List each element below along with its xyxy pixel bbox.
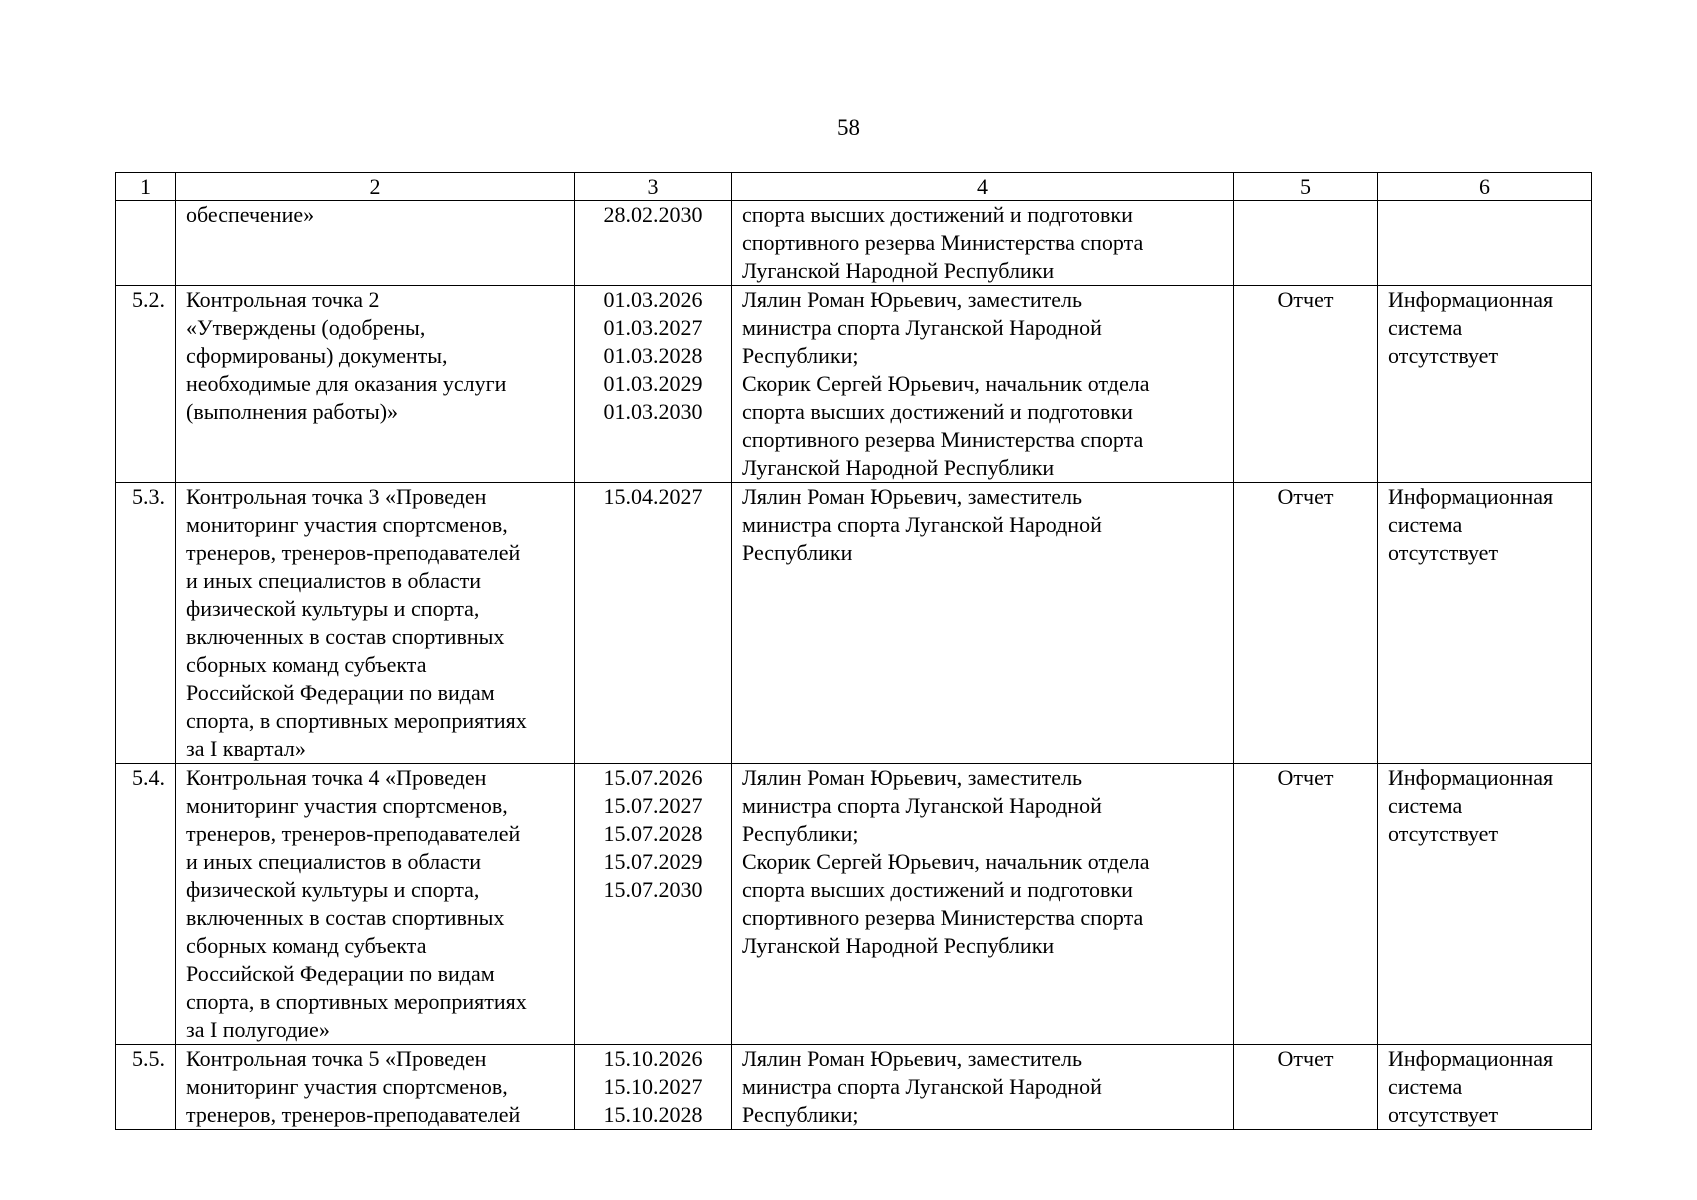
event-name: Контрольная точка 2 «Утверждены (одобрены, сформированы) документы, необходимые для оказания услуги (выполнения работы)» <box>176 286 575 483</box>
header-col-5: 5 <box>1234 173 1378 201</box>
report-type: Отчет <box>1234 764 1378 1045</box>
responsible-persons: Лялин Роман Юрьевич, заместитель министра спорта Луганской Народной Республики; <box>732 1045 1234 1130</box>
table-row <box>116 201 1592 286</box>
event-name: Контрольная точка 4 «Проведен мониторинг участия спортсменов, тренеров, тренеров-преподавателей и иных специалистов в области физической культуры и спорта, включенных в состав спортивных сборных команд субъекта Российской Федерации по видам спорта, в спортивных мероприятиях за I полугодие» <box>176 764 575 1045</box>
information-system: Информационная система отсутствует <box>1378 1045 1592 1130</box>
responsible-persons: спорта высших достижений и подготовки спортивного резерва Министерства спорта Луганской Народной Республики <box>732 201 1234 286</box>
page-number: 58 <box>837 115 860 140</box>
deadline-dates: 15.07.2026 15.07.2027 15.07.2028 15.07.2029 15.07.2030 <box>575 764 732 1045</box>
header-col-3: 3 <box>575 173 732 201</box>
report-type: Отчет <box>1234 483 1378 764</box>
row-number <box>116 201 176 286</box>
information-system <box>1378 201 1592 286</box>
row-number: 5.4. <box>116 764 176 1045</box>
report-type: Отчет <box>1234 1045 1378 1130</box>
header-row <box>116 173 1592 201</box>
header-col-6: 6 <box>1378 173 1592 201</box>
header-col-1: 1 <box>116 173 176 201</box>
information-system: Информационная система отсутствует <box>1378 764 1592 1045</box>
responsible-persons: Лялин Роман Юрьевич, заместитель министра спорта Луганской Народной Республики; Скорик Сергей Юрьевич, начальник отдела спорта высших достижений и подготовки спортивного резерва Министерства спорта Луганской Народной Республики <box>732 764 1234 1045</box>
table-row <box>116 764 1592 1045</box>
event-name: Контрольная точка 5 «Проведен мониторинг участия спортсменов, тренеров, тренеров-преподавателей <box>176 1045 575 1130</box>
responsible-persons: Лялин Роман Юрьевич, заместитель министра спорта Луганской Народной Республики; Скорик Сергей Юрьевич, начальник отдела спорта высших достижений и подготовки спортивного резерва Министерства спорта Луганской Народной Республики <box>732 286 1234 483</box>
table-row <box>116 483 1592 764</box>
row-number: 5.2. <box>116 286 176 483</box>
table-row <box>116 1045 1592 1130</box>
header-col-4: 4 <box>732 173 1234 201</box>
deadline-dates: 15.10.2026 15.10.2027 15.10.2028 <box>575 1045 732 1130</box>
event-name: Контрольная точка 3 «Проведен мониторинг участия спортсменов, тренеров, тренеров-преподавателей и иных специалистов в области физической культуры и спорта, включенных в состав спортивных сборных команд субъекта Российской Федерации по видам спорта, в спортивных мероприятиях за I квартал» <box>176 483 575 764</box>
row-number: 5.3. <box>116 483 176 764</box>
responsible-persons: Лялин Роман Юрьевич, заместитель министра спорта Луганской Народной Республики <box>732 483 1234 764</box>
header-col-2: 2 <box>176 173 575 201</box>
plan-table <box>115 172 1592 1130</box>
report-type <box>1234 201 1378 286</box>
event-name: обеспечение» <box>176 201 575 286</box>
report-type: Отчет <box>1234 286 1378 483</box>
deadline-dates: 28.02.2030 <box>575 201 732 286</box>
deadline-dates: 01.03.2026 01.03.2027 01.03.2028 01.03.2029 01.03.2030 <box>575 286 732 483</box>
information-system: Информационная система отсутствует <box>1378 286 1592 483</box>
table-row <box>116 286 1592 483</box>
deadline-dates: 15.04.2027 <box>575 483 732 764</box>
row-number: 5.5. <box>116 1045 176 1130</box>
information-system: Информационная система отсутствует <box>1378 483 1592 764</box>
